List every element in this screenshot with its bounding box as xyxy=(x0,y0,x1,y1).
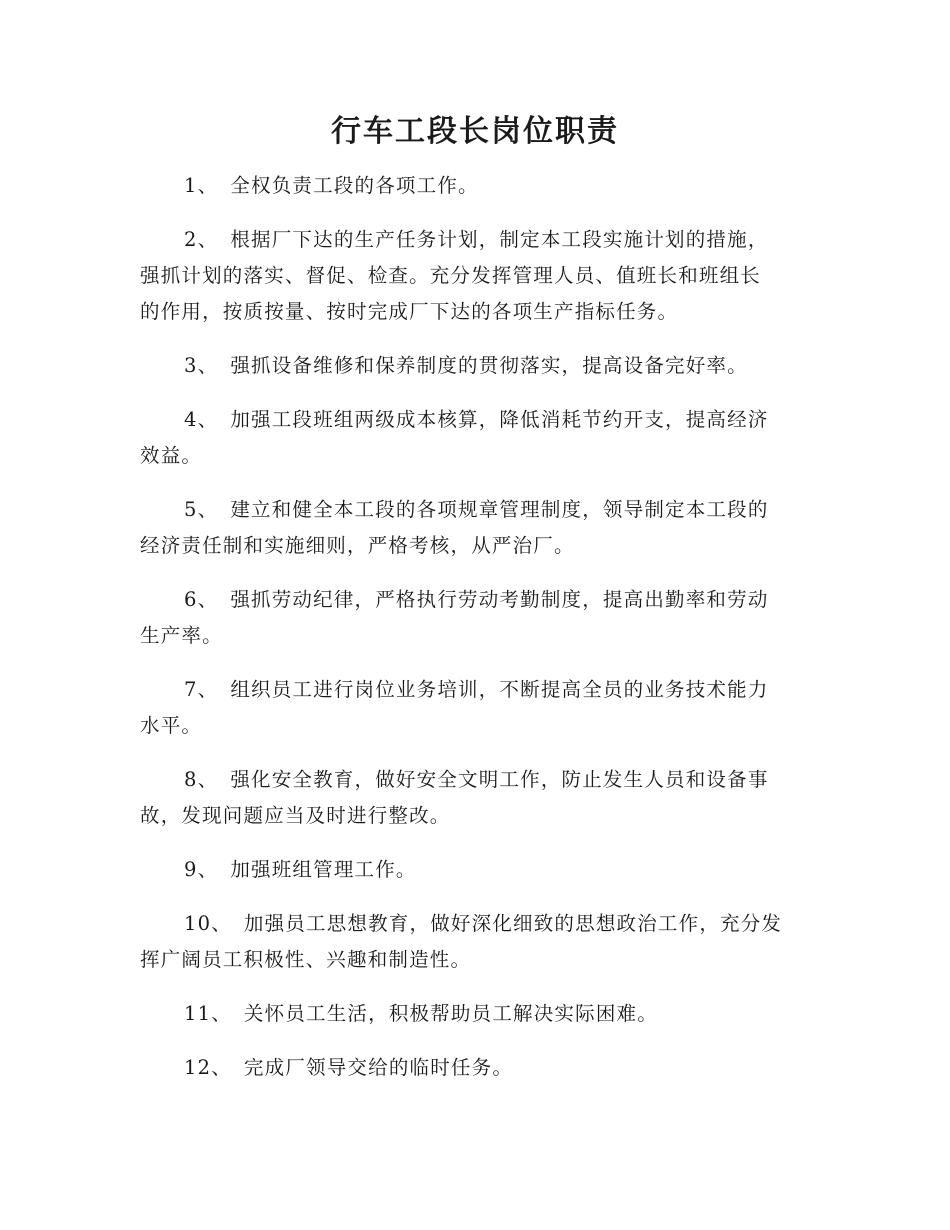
duty-item-7 xyxy=(140,672,805,744)
item-text: 强抓劳动纪律，严格执行劳动考勤制度，提高出勤率和劳动 xyxy=(230,588,769,611)
item-text: 经济责任制和实施细则，严格考核，从严治厂。 xyxy=(140,534,575,557)
item-text: 强抓设备维修和保养制度的贯彻落实，提高设备完好率。 xyxy=(230,354,748,377)
duty-item-5 xyxy=(140,492,805,564)
item-number: 1、 xyxy=(184,174,219,197)
item-number: 4、 xyxy=(184,408,219,431)
item-number: 6、 xyxy=(184,588,219,611)
item-text: 的作用，按质按量、按时完成厂下达的各项生产指标任务。 xyxy=(140,300,679,323)
item-text: 加强工段班组两级成本核算，降低消耗节约开支，提高经济 xyxy=(230,408,769,431)
item-text: 根据厂下达的生产任务计划，制定本工段实施计划的措施， xyxy=(230,228,769,251)
duty-item-12 xyxy=(140,1050,805,1086)
item-text: 效益。 xyxy=(140,444,203,467)
item-number: 3、 xyxy=(184,354,219,377)
duty-item-2 xyxy=(140,222,805,330)
item-number: 9、 xyxy=(184,858,219,881)
item-text: 挥广阔员工积极性、兴趣和制造性。 xyxy=(140,948,472,971)
item-text: 强化安全教育，做好安全文明工作，防止发生人员和设备事 xyxy=(230,768,769,791)
item-text: 全权负责工段的各项工作。 xyxy=(230,174,479,197)
duty-item-3 xyxy=(140,348,805,384)
item-number: 11、 xyxy=(184,1002,232,1025)
item-number: 10、 xyxy=(184,912,232,935)
item-text: 完成厂领导交给的临时任务。 xyxy=(243,1056,514,1079)
item-text: 故，发现问题应当及时进行整改。 xyxy=(140,804,451,827)
item-text: 建立和健全本工段的各项规章管理制度，领导制定本工段的 xyxy=(230,498,769,521)
duty-item-6 xyxy=(140,582,805,654)
item-text: 水平。 xyxy=(140,714,203,737)
item-text: 加强班组管理工作。 xyxy=(230,858,417,881)
duty-item-4 xyxy=(140,402,805,474)
duty-list xyxy=(140,168,805,1104)
duty-item-10 xyxy=(140,906,805,978)
item-number: 2、 xyxy=(184,228,219,251)
item-text: 加强员工思想教育，做好深化细致的思想政治工作，充分发 xyxy=(243,912,783,935)
duty-item-9 xyxy=(140,852,805,888)
item-text: 组织员工进行岗位业务培训，不断提高全员的业务技术能力 xyxy=(230,678,769,701)
item-number: 8、 xyxy=(184,768,219,791)
duty-item-8 xyxy=(140,762,805,834)
duty-item-11 xyxy=(140,996,805,1032)
duty-item-1 xyxy=(140,168,805,204)
item-text: 生产率。 xyxy=(140,624,223,647)
item-number: 5、 xyxy=(184,498,219,521)
item-text: 强抓计划的落实、督促、检查。充分发挥管理人员、值班长和班组长 xyxy=(140,264,762,287)
item-number: 7、 xyxy=(184,678,219,701)
item-number: 12、 xyxy=(184,1056,232,1079)
item-text: 关怀员工生活，积极帮助员工解决实际困难。 xyxy=(243,1002,658,1025)
document-title: 行车工段长岗位职责 xyxy=(331,114,619,149)
